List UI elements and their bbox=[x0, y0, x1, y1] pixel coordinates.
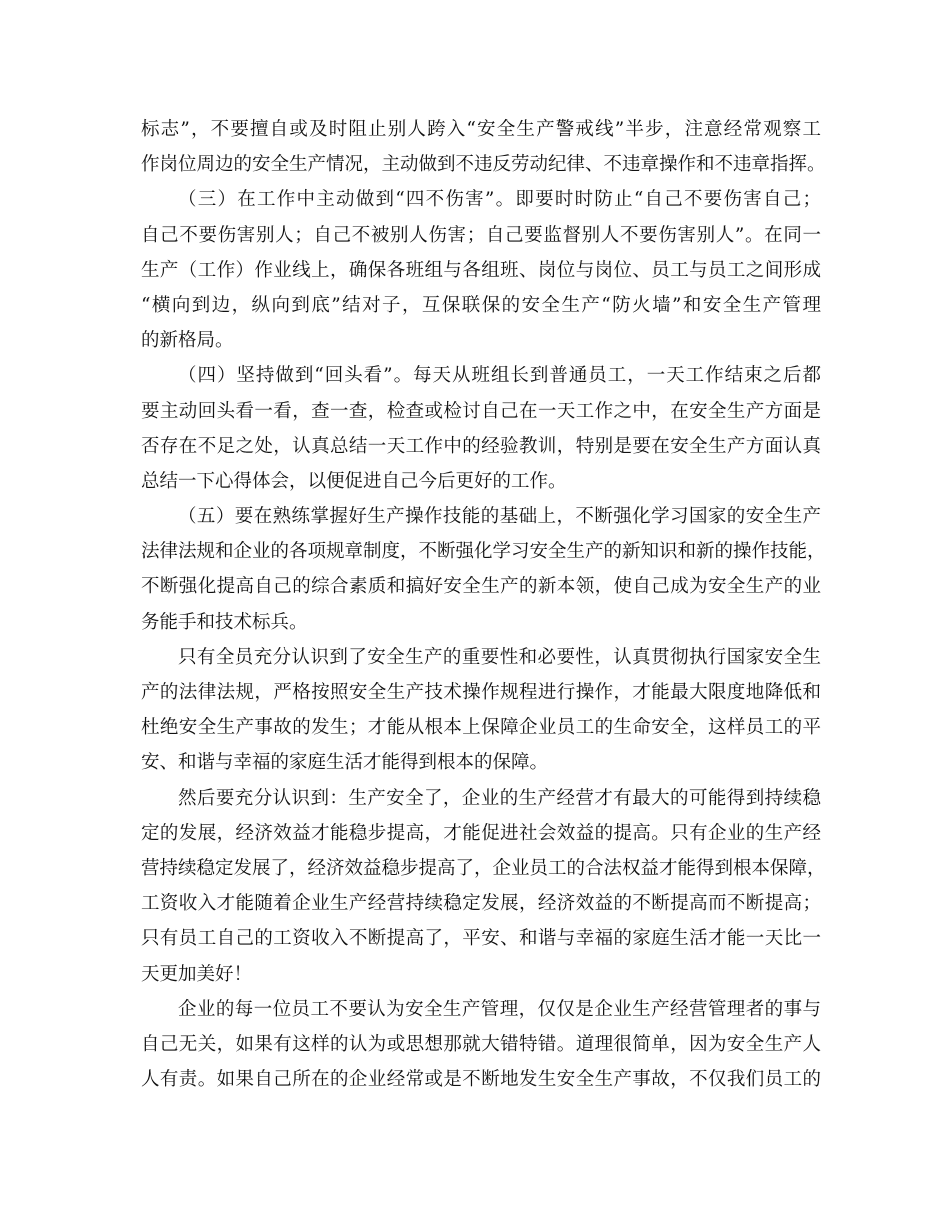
text-line: 的新格局。 bbox=[141, 330, 234, 352]
text-line: 工资收入才能随着企业生产经营持续稳定发展，经济效益的不断提高而不断提高； bbox=[141, 893, 821, 915]
text-line: 不断强化提高自己的综合素质和搞好安全生产的新本领，使自己成为安全生产的业 bbox=[141, 576, 821, 598]
text-line: 作岗位周边的安全生产情况，主动做到不违反劳动纪律、不违章操作和不违章指挥。 bbox=[141, 154, 826, 176]
text-line: （四）坚持做到“回头看”。每天从班组长到普通员工，一天工作结束之后都 bbox=[178, 365, 821, 387]
text-line: 企业的每一位员工不要认为安全生产管理，仅仅是企业生产经营管理者的事与 bbox=[178, 998, 821, 1020]
text-line: 总结一下心得体会，以便促进自己今后更好的工作。 bbox=[141, 470, 567, 492]
text-line: 自己无关，如果有这样的认为或思想那就大错特错。道理很简单，因为安全生产人 bbox=[141, 1033, 821, 1055]
text-line: 天更加美好！ bbox=[141, 963, 253, 985]
text-line: 生产（工作）作业线上，确保各班组与各组班、岗位与岗位、员工与员工之间形成 bbox=[141, 259, 821, 281]
text-line: 产的法律法规，严格按照安全生产技术操作规程进行操作，才能最大限度地降低和 bbox=[141, 682, 821, 703]
text-line: 标志”，不要擅自或及时阻止别人跨入“安全生产警戒线”半步，注意经常观察工 bbox=[141, 119, 821, 140]
text-line: 要主动回头看一看，查一查，检查或检讨自己在一天工作之中，在安全生产方面是 bbox=[141, 400, 821, 422]
body-text bbox=[141, 112, 826, 1097]
text-line: 否存在不足之处，认真总结一天工作中的经验教训，特别是要在安全生产方面认真 bbox=[141, 435, 821, 457]
text-line: 安、和谐与幸福的家庭生活才能得到根本的保障。 bbox=[141, 752, 549, 774]
text-line: 只有员工自己的工资收入不断提高了，平安、和谐与幸福的家庭生活才能一天比一 bbox=[141, 928, 821, 950]
text-line: 只有全员充分认识到了安全生产的重要性和必要性，认真贯彻执行国家安全生 bbox=[178, 646, 821, 668]
text-line: 定的发展，经济效益才能稳步提高，才能促进社会效益的提高。只有企业的生产经 bbox=[141, 822, 821, 844]
text-line: 营持续稳定发展了，经济效益稳步提高了，企业员工的合法权益才能得到根本保障， bbox=[141, 857, 826, 879]
text-line: 然后要充分认识到：生产安全了，企业的生产经营才有最大的可能得到持续稳 bbox=[178, 787, 821, 809]
text-line: 杜绝安全生产事故的发生；才能从根本上保障企业员工的生命安全，这样员工的平 bbox=[141, 717, 821, 739]
text-line: （五）要在熟练掌握好生产操作技能的基础上，不断强化学习国家的安全生产 bbox=[178, 506, 821, 528]
text-line: （三）在工作中主动做到“四不伤害”。即要时时防止“自己不要伤害自己； bbox=[178, 189, 821, 211]
text-line: “横向到边，纵向到底”结对子，互保联保的安全生产“防火墙”和安全生产管理 bbox=[141, 294, 821, 316]
text-line: 法律法规和企业的各项规章制度，不断强化学习安全生产的新知识和新的操作技能， bbox=[141, 541, 826, 563]
text-line: 自己不要伤害别人；自己不被别人伤害；自己要监督别人不要伤害别人”。在同一 bbox=[141, 224, 821, 246]
text-line: 人有责。如果自己所在的企业经常或是不断地发生安全生产事故，不仅我们员工的 bbox=[141, 1069, 821, 1091]
text-line: 务能手和技术标兵。 bbox=[141, 611, 308, 633]
